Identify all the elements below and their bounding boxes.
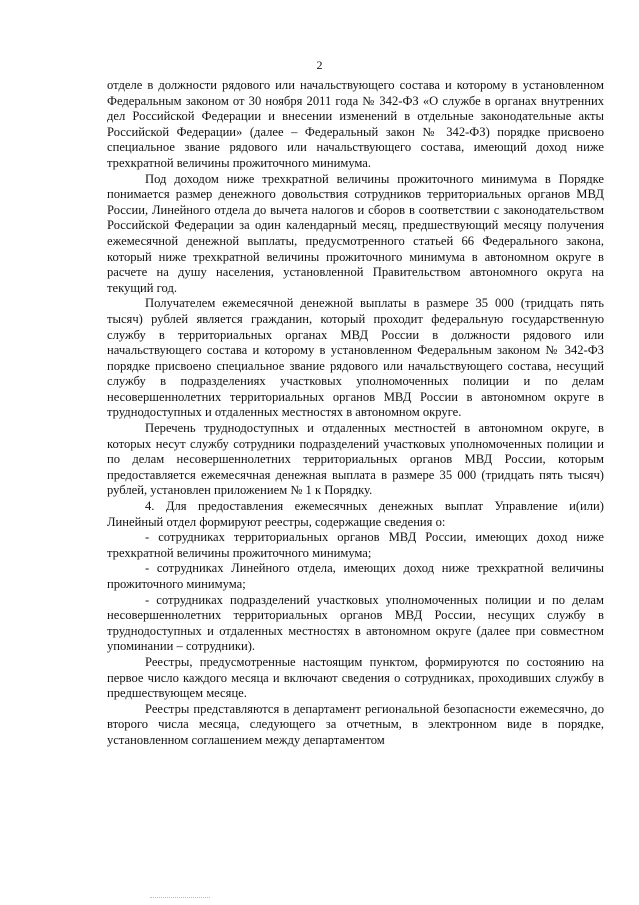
paragraph-2: Под доходом ниже трехкратной величины прожиточного минимума в Порядке понимается размер денежного довольствия сотрудников территориальных органов МВД России, Линейного отдела до вычета налогов и сборов в соответствии с законодательством Российской Федерации за один календарный месяц, предшествующий месяцу получения ежемесячной денежной выплаты, предусмотренного статьей 66 Федерального закона, который ниже трехкратной величины прожиточного минимума в автономном округе в расчете на душу населения, установленной Правительством автономного округа на текущий год. <box>107 171 604 295</box>
list-item-1: - сотрудниках территориальных органов МВД России, имеющих доход ниже трехкратной величины прожиточного минимума; <box>107 530 604 560</box>
list-item-3: - сотрудниках подразделений участковых уполномоченных полиции и по делам несовершеннолетних территориальных органов МВД России, несущих службу в труднодоступных и отдаленных местностях в автономном округе (далее при совместном упоминании – сотрудники). <box>107 592 604 654</box>
paragraph-3: Получателем ежемесячной денежной выплаты в размере 35 000 (тридцать пять тысяч) рублей является гражданин, который проходит федеральную государственную службу в территориальных органах МВД России в должности рядового или начальствующего состава и которому в установленном Федеральным законом № 342-ФЗ порядке присвоено специальное звание рядового или начальствующего состава, несущий службу в подразделениях участковых уполномоченных полиции и по делам несовершеннолетних территориальных органов МВД России в автономном округе в труднодоступных и отдаленных местностях в автономном округе. <box>107 296 604 420</box>
document-body <box>107 78 604 749</box>
page-number: 2 <box>316 58 323 72</box>
paragraph-6: Реестры, предусмотренные настоящим пунктом, формируются по состоянию на первое число каждого месяца и включают сведения о сотрудниках, проходивших службу в предшествующем месяце. <box>107 654 604 701</box>
paragraph-1: отделе в должности рядового или начальствующего состава и которому в установленном Федеральным законом от 30 ноября 2011 года № 342-ФЗ «О службе в органах внутренних дел Российской Федерации и внесении изменений в отдельные законодательные акты Российской Федерации» (далее – Федеральный закон № 342-ФЗ) порядке присвоено специальное звание рядового или начальствующего состава, имеющий доход ниже трехкратной величины прожиточного минимума. <box>107 78 604 170</box>
paragraph-5: 4. Для предоставления ежемесячных денежных выплат Управление и(или) Линейный отдел формируют реестры, содержащие сведения о: <box>107 499 604 529</box>
paragraph-7: Реестры представляются в департамент региональной безопасности ежемесячно, до второго числа месяца, следующего за отчетным, в электронном виде в порядке, установленном соглашением между департаментом <box>107 701 604 747</box>
scan-artifact <box>150 897 210 899</box>
paragraph-4: Перечень труднодоступных и отдаленных местностей в автономном округе, в которых несут службу сотрудники подразделений участковых уполномоченных полиции и по делам несовершеннолетних территориальных органов МВД России, которым предоставляется ежемесячная денежная выплата в размере 35 000 (тридцать пять тысяч) рублей, установлен приложением № 1 к Порядку. <box>107 421 604 498</box>
list-item-2: - сотрудниках Линейного отдела, имеющих доход ниже трехкратной величины прожиточного минимума; <box>107 561 604 591</box>
